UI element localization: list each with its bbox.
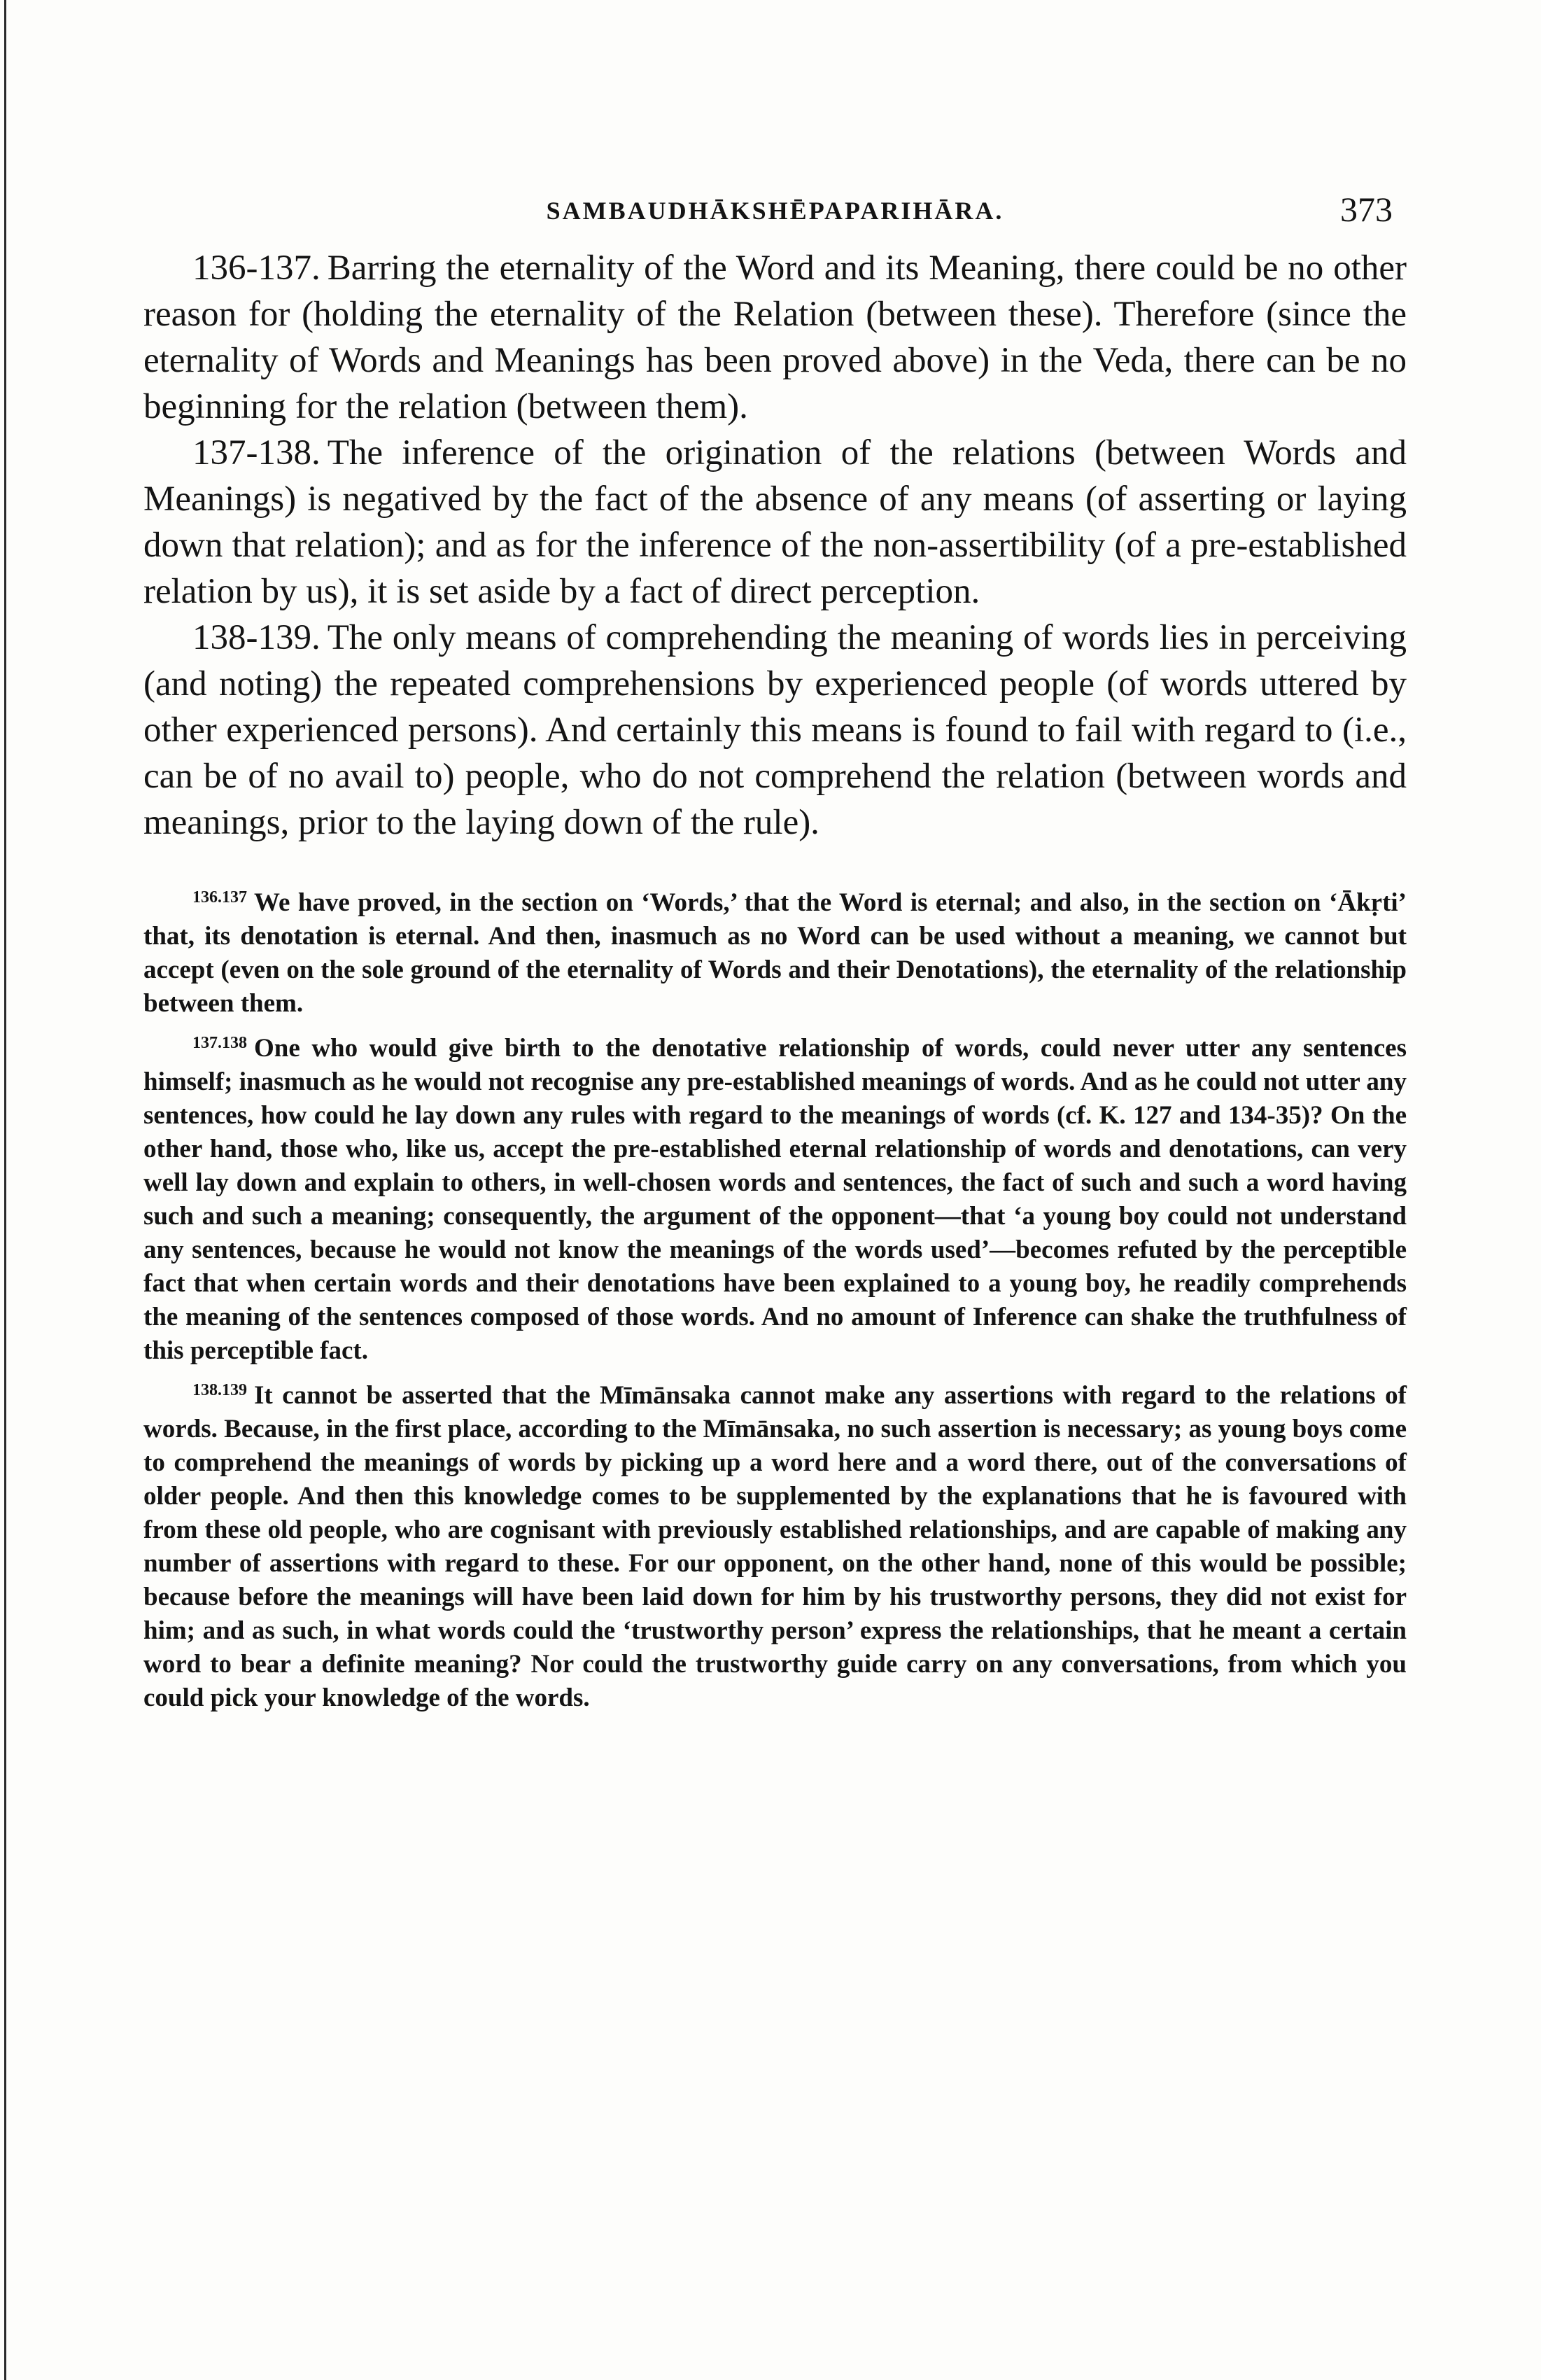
page: [143, 189, 1407, 1721]
footnote-136-137: [143, 881, 1407, 1021]
verse-number: 137-138.: [192, 433, 321, 472]
verse-text: Barring the eternality of the Word and its Meaning, there could be no other reason for (holding the eternality of the Relation (between these). Therefore (since the eternality of Words and Meanings has been proved above) in the Veda, there can be no beginning for the relation (between them).: [143, 248, 1407, 426]
verse-text: The inference of the origination of the relations (between Words and Meanings) is negatived by the fact of the absence of any means (of asserting or laying down that relation); and as for the inference of the non-assertibility (of a pre-established relation by us), it is set aside by a fact of direct perception.: [143, 433, 1407, 611]
footnote-137-138: [143, 1026, 1407, 1368]
verse-number: 138-139.: [192, 618, 321, 657]
footnote-ref: 138.139: [192, 1381, 247, 1399]
footnote-text: One who would give birth to the denotative relationship of words, could never utter any sentences himself; inasmuch as he would not recognise any pre-established meanings of words. And as he could not utter any sentences, how could he lay down any rules with regard to the meanings of words (cf. K. 127 and 134-35)? On the other hand, those who, like us, accept the pre-established eternal relationship of words and denotations, can very well lay down and explain to others, in well-chosen words and sentences, the fact of such and such a word having such and such a meaning; consequently, the argument of the opponent—that ‘a young boy could not understand any sentences, because he would not know the meanings of the words used’—becomes refuted by the perceptible fact that when certain words and their denotations have been explained to a young boy, he readily comprehends the meaning of the sentences composed of those words. And no amount of Inference can shake the truthfulness of this perceptible fact.: [143, 1034, 1407, 1365]
verses: [143, 245, 1407, 846]
running-title: SAMBAUDHĀKSHĒPAPARIHĀRA.: [546, 197, 1004, 225]
footnote-text: It cannot be asserted that the Mīmānsaka cannot make any assertions with regard to the relations of words. Because, in the first place, according to the Mīmānsaka, no such assertion is necessary; as young boys come to comprehend the meanings of words by picking up a word here and a word there, out of the conversations of older people. And then this knowledge comes to be supplemented by the explanations that he is favoured with from these old people, who are cognisant with previously established relationships, and are capable of making any number of assertions with regard to these. For our opponent, on the other hand, none of this would be possible; because before the meanings will have been laid down for him by his trustworthy persons, they did not exist for him; and as such, in what words could the ‘trustworthy person’ express the relationships, that he meant a certain word to bear a definite meaning? Nor could the trustworthy guide carry on any conversations, from which you could pick your knowledge of the words.: [143, 1381, 1407, 1712]
footnote-text: We have proved, in the section on ‘Words,’ that the Word is eternal; and also, in the section on ‘Ākṛti’ that, its denotation is eternal. And then, inasmuch as no Word can be used without a meaning, we cannot but accept (even on the sole ground of the eternality of Words and their Denotations), the eternality of the relationship between them.: [143, 888, 1407, 1018]
verse-136-137: [143, 245, 1407, 430]
verse-number: 136-137.: [192, 248, 321, 288]
scan-edge-line: [4, 0, 6, 2380]
footnote-138-139: [143, 1373, 1407, 1715]
footnote-ref: 136.137: [192, 888, 247, 906]
verse-138-139: [143, 615, 1407, 846]
footnotes: [143, 881, 1407, 1715]
page-number: 373: [1340, 190, 1393, 229]
footnote-ref: 137.138: [192, 1034, 247, 1052]
verse-text: The only means of comprehending the meaning of words lies in perceiving (and noting) the repeated comprehensions by experienced people (of words uttered by other experienced persons). And certainly this means is found to fail with regard to (i.e., can be of no avail to) people, who do not comprehend the relation (between words and meanings, prior to the laying down of the rule).: [143, 618, 1407, 842]
running-head: [143, 189, 1407, 245]
verse-137-138: [143, 430, 1407, 615]
